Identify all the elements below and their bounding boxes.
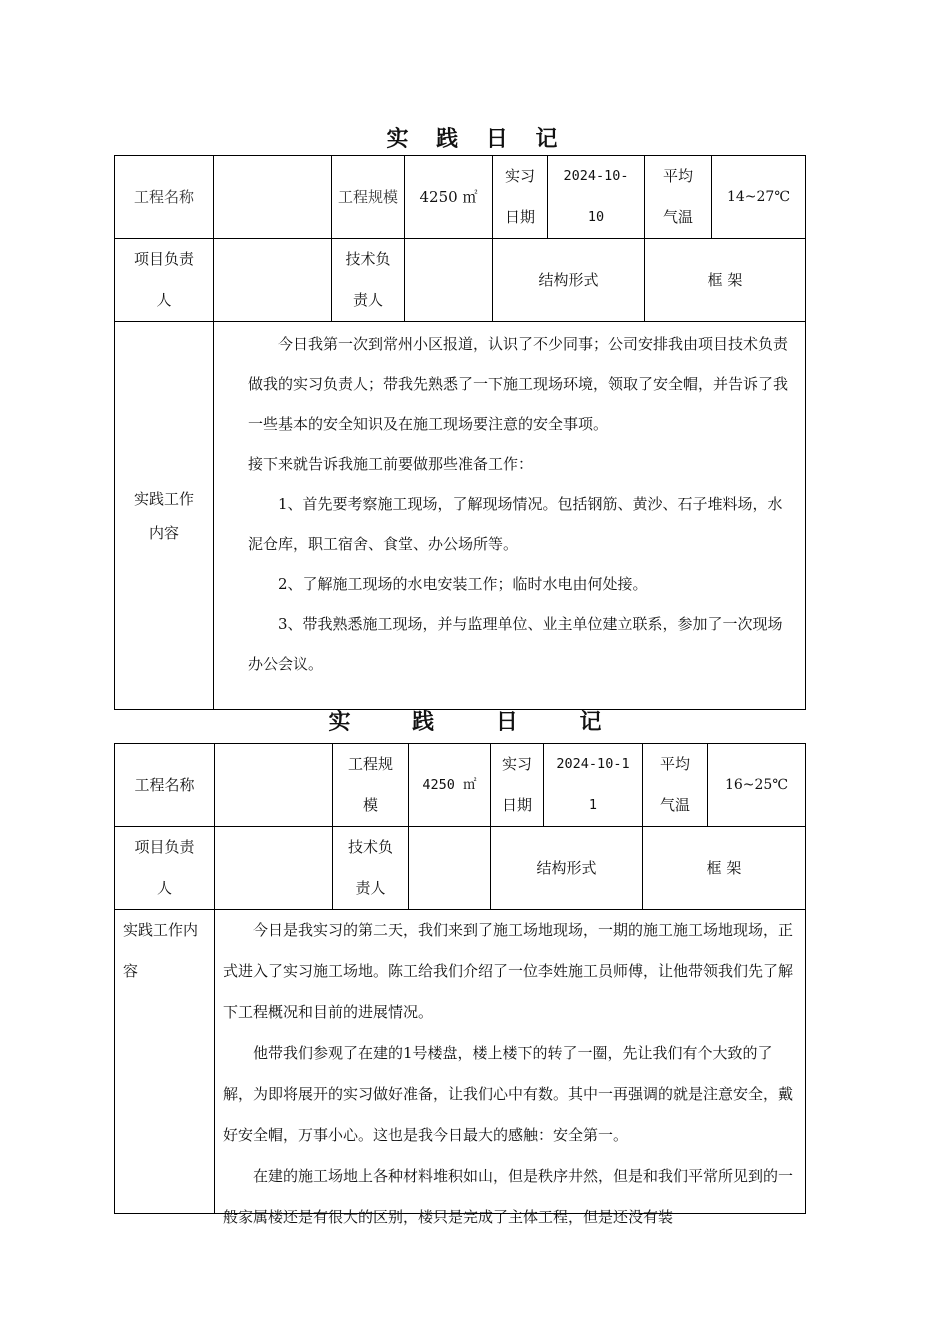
content-body <box>215 910 806 1226</box>
temp-label: 平均气温 <box>643 744 708 827</box>
tech-lead-value <box>405 239 493 322</box>
diary-title: 实 践 日 记 <box>328 709 622 735</box>
content-paragraph: 他带我们参观了在建的1号楼盘，楼上楼下的转了一圈，先让我们有个大致的了解，为即将展开的实习做好准备，让我们心中有数。其中一再强调的就是注意安全，戴好安全帽，万事小心。这也是我今日最大的感触：安全第一。 <box>223 1044 794 1144</box>
content-label: 实践工作内容 <box>115 910 215 1214</box>
diary-table <box>114 743 806 1226</box>
date-value: 2024-10-11 <box>544 744 643 827</box>
content-paragraph: 今日我第一次到常州小区报道，认识了不少同事；公司安排我由项目技术负责做我的实习负责人；带我先熟悉了一下施工现场环境，领取了安全帽，并告诉了我一些基本的安全知识及在施工现场要注意的安全事项。 <box>248 335 789 433</box>
date-value: 2024-10-10 <box>548 156 645 239</box>
temp-label: 平均气温 <box>645 156 712 239</box>
temp-value: 14~27℃ <box>712 156 806 239</box>
tech-lead-value <box>409 827 491 910</box>
content-label: 实践工作内容 <box>115 322 214 710</box>
project-lead-value <box>215 827 333 910</box>
date-label: 实习日期 <box>493 156 548 239</box>
scale-value: 4250 ㎡ <box>405 156 493 239</box>
scale-label: 工程规模 <box>332 156 405 239</box>
diary-table <box>114 155 806 710</box>
project-lead-label: 项目负责人 <box>115 239 214 322</box>
diary-title: 实 践 日 记 <box>386 126 564 152</box>
scale-value: 4250 ㎡ <box>409 744 491 827</box>
structure-value: 框 架 <box>645 239 806 322</box>
project-name-value <box>215 744 333 827</box>
content-paragraph: 3、带我熟悉施工现场，并与监理单位、业主单位建立联系，参加了一次现场办公会议。 <box>248 615 783 673</box>
tech-lead-label: 技术负责人 <box>333 827 409 910</box>
content-paragraph: 在建的施工场地上各种材料堆积如山，但是秩序井然，但是和我们平常所见到的一般家属楼还是有很大的区别，楼只是完成了主体工程，但是还没有装 <box>223 1167 794 1226</box>
project-name-label: 工程名称 <box>115 744 215 827</box>
project-lead-label: 项目负责人 <box>115 827 215 910</box>
project-name-value <box>214 156 332 239</box>
project-lead-value <box>214 239 332 322</box>
content-paragraph: 今日是我实习的第二天，我们来到了施工场地现场，一期的施工施工场地现场，正式进入了实习施工场地。陈工给我们介绍了一位李姓施工员师傅，让他带领我们先了解下工程概况和目前的进展情况。 <box>223 921 794 1021</box>
project-name-label: 工程名称 <box>115 156 214 239</box>
structure-label: 结构形式 <box>493 239 645 322</box>
structure-value: 框 架 <box>643 827 806 910</box>
content-paragraph: 1、首先要考察施工现场，了解现场情况。包括钢筋、黄沙、石子堆料场，水泥仓库，职工宿舍、食堂、办公场所等。 <box>248 495 783 553</box>
temp-value: 16~25℃ <box>708 744 806 827</box>
tech-lead-label: 技术负责人 <box>332 239 405 322</box>
scale-label: 工程规模 <box>333 744 409 827</box>
structure-label: 结构形式 <box>491 827 643 910</box>
content-paragraph: 接下来就告诉我施工前要做那些准备工作： <box>248 455 534 473</box>
content-body <box>214 322 806 710</box>
content-paragraph: 2、了解施工现场的水电安装工作；临时水电由何处接。 <box>278 575 648 593</box>
date-label: 实习日期 <box>491 744 544 827</box>
